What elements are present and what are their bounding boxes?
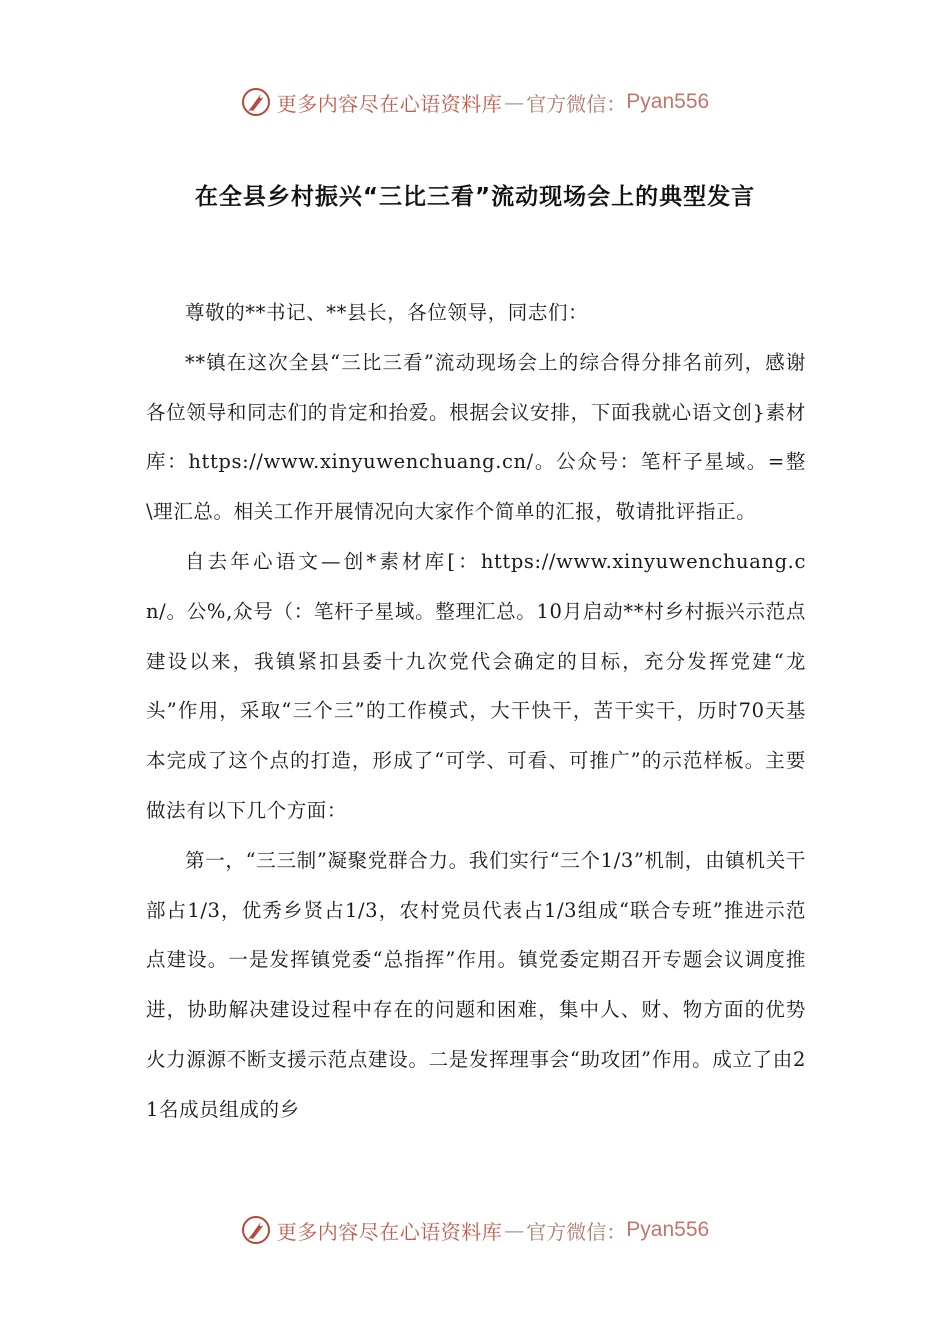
banner-wechat-id: Pyan556 [626,1218,710,1241]
banner-separator: — [504,1218,525,1242]
banner-official-label: 官方微信： [526,91,627,116]
banner-wechat-id: Pyan556 [626,90,710,113]
banner-brand-text: 更多内容尽在心语资料库 [276,91,503,116]
pen-nib-logo-icon [241,1215,271,1245]
paragraph-first-point: 第一，“三三制”凝聚党群合力。我们实行“三个1/3”机制，由镇机关干部占1/3，优秀乡贤占1/3，农村党员代表占1/3组成“联合专班”推进示范点建设。一是发挥镇党委“总指挥”作用。镇党委定期召开专题会议调度推进，协助解决建设过程中存在的问题和困难，集中人、财、物方面的优势火力源源不断支援示范点建设。二是发挥理事会“助攻团”作用。成立了由21名成员组成的乡 [146,848,806,1121]
document-title: 在全县乡村振兴“三比三看”流动现场会上的典型发言 [194,184,756,210]
pen-nib-logo-icon [241,87,271,117]
paragraph-salutation: 尊敬的**书记、**县长，各位领导，同志们： [185,301,589,324]
banner-separator: — [504,90,525,114]
banner-brand-text: 更多内容尽在心语资料库 [276,1219,503,1244]
document-body [146,288,806,1135]
paragraph-background: 自去年心语文—创*素材库[：https://www.xinyuwenchuang.cn/。公%,众号（：笔杆子星域。整理汇总。10月启动**村乡村振兴示范点建设以来，我镇紧扣县委十九次党代会确定的目标，充分发挥党建“龙头”作用，采取“三个三”的工作模式，大干快干，苦干实干，历时70天基本完成了这个点的打造，形成了“可学、可看、可推广”的示范样板。主要做法有以下几个方面： [146,549,806,822]
paragraph-intro: **镇在这次全县“三比三看”流动现场会上的综合得分排名前列，感谢各位领导和同志们的肯定和抬爱。根据会议安排，下面我就心语文创}素材库：https://www.xinyuwenchuang.cn/。公众号：笔杆子星域。=整\理汇总。相关工作开展情况向大家作个简单的汇报，敬请批评指正。 [146,350,806,524]
footer-banner [0,1208,950,1252]
banner-official-label: 官方微信： [526,1219,627,1244]
header-banner [0,80,950,124]
